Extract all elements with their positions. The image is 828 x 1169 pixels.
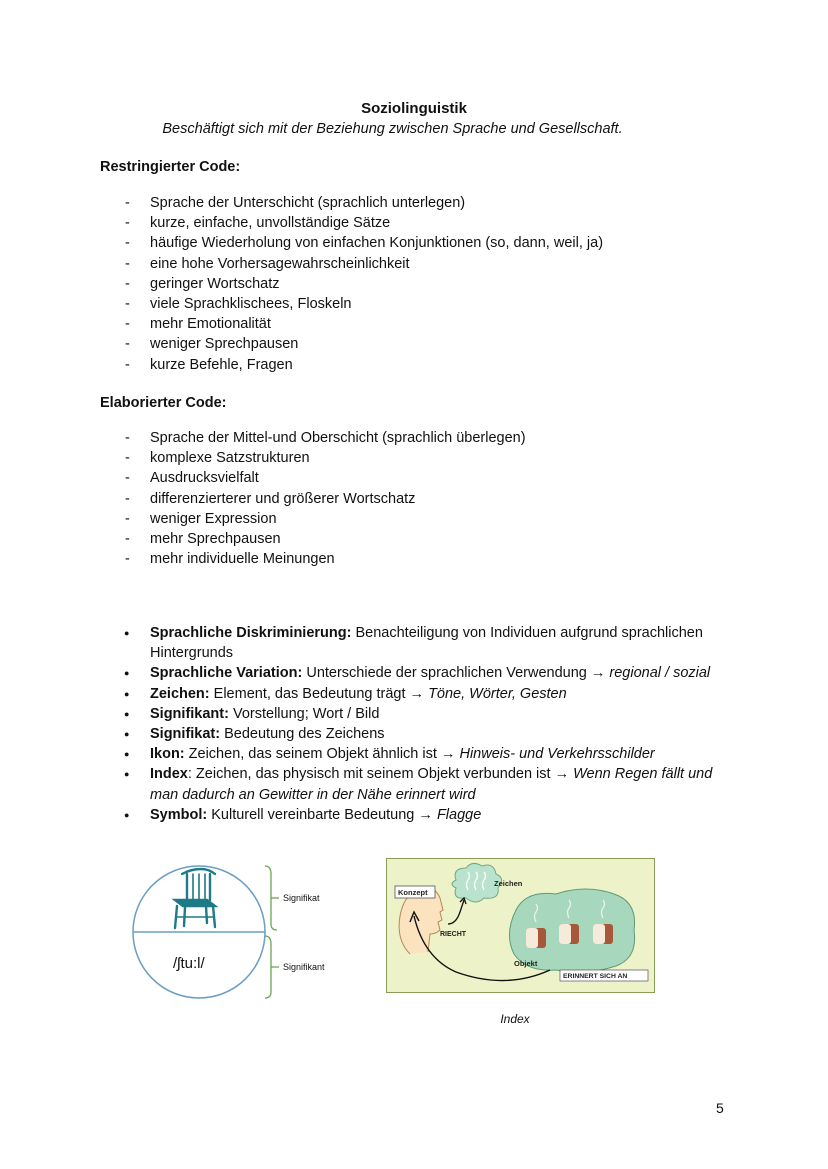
definition-text: Benachteiligung von Individuen aufgrund sprachlichen Hintergrunds	[150, 625, 703, 662]
definition-term: Signifikant:	[150, 705, 229, 722]
elaboriert-item: - mehr Sprechpausen	[120, 529, 526, 549]
definition-example: Flagge	[436, 806, 482, 823]
chair-icon	[175, 869, 215, 928]
definition-item	[120, 704, 730, 724]
definition-example: regional / sozial	[609, 665, 711, 682]
definition-text: Kulturell vereinbarte Bedeutung →	[207, 806, 437, 823]
elaboriert-item: - mehr individuelle Meinungen	[120, 549, 526, 569]
definition-term: Ikon:	[150, 746, 185, 763]
figure-caption: Index	[500, 1012, 530, 1026]
definitions-list	[120, 623, 730, 825]
definition-text: Zeichen, das seinem Objekt ähnlich ist →	[184, 746, 460, 763]
definition-item	[120, 724, 730, 744]
phonetic-label: /ʃtu:l/	[173, 955, 205, 972]
restringiert-item: - geringer Wortschatz	[120, 274, 603, 294]
elaboriert-item: - Ausdrucksvielfalt	[120, 468, 526, 488]
page-title: Soziolinguistik	[361, 100, 467, 117]
erinnert-label: ERINNERT SICH AN	[563, 973, 628, 980]
page-number: 5	[716, 1100, 724, 1116]
elaboriert-item: - Sprache der Mittel-und Oberschicht (sprachlich überlegen)	[120, 428, 526, 448]
definition-term: Zeichen:	[150, 685, 210, 702]
zeichen-label: Zeichen	[494, 879, 523, 888]
definition-item	[120, 805, 730, 825]
restringiert-item: - kurze Befehle, Fragen	[120, 355, 603, 375]
elaboriert-list	[120, 428, 526, 569]
riecht-label: RIECHT	[440, 931, 467, 938]
elaboriert-item: - differenzierterer und größerer Wortschatz	[120, 489, 526, 509]
brace-bottom	[265, 936, 271, 998]
definition-term: Index	[150, 766, 188, 783]
elaboriert-item: - komplexe Satzstrukturen	[120, 448, 526, 468]
index-diagram	[386, 858, 656, 994]
signifikant-label: Signifikant	[283, 962, 325, 972]
definition-item	[120, 744, 730, 764]
definition-text: : Zeichen, das physisch mit seinem Objekt verbunden ist →	[187, 766, 574, 783]
restringiert-item: - weniger Sprechpausen	[120, 334, 603, 354]
elaboriert-item: - weniger Expression	[120, 509, 526, 529]
definition-term: Symbol:	[150, 806, 208, 823]
restringiert-item: - eine hohe Vorhersagewahrscheinlichkeit	[120, 254, 603, 274]
definition-item	[120, 684, 730, 704]
definition-text: Bedeutung des Zeichens	[220, 726, 385, 743]
restringiert-item: - mehr Emotionalität	[120, 314, 603, 334]
signifikat-label: Signifikat	[283, 893, 320, 903]
definition-item	[120, 623, 730, 663]
restringiert-heading: Restringierter Code:	[100, 159, 241, 175]
definition-item	[120, 663, 730, 683]
saussure-diagram	[115, 860, 355, 1010]
definition-example: Hinweis- und Verkehrsschilder	[459, 746, 655, 763]
definition-term: Sprachliche Diskriminierung:	[150, 625, 352, 641]
restringiert-item: - kurze, einfache, unvollständige Sätze	[120, 213, 603, 233]
definition-term: Signifikat:	[150, 726, 221, 743]
page-subtitle: Beschäftigt sich mit der Beziehung zwischen Sprache und Gesellschaft.	[162, 121, 623, 137]
restringiert-item: - häufige Wiederholung von einfachen Konjunktionen (so, dann, weil, ja)	[120, 233, 603, 253]
elaboriert-heading: Elaborierter Code:	[100, 395, 227, 411]
definition-text: Vorstellung; Wort / Bild	[228, 705, 380, 722]
definition-example: Töne, Wörter, Gesten	[428, 685, 567, 702]
restringiert-list	[120, 193, 603, 375]
konzept-label: Konzept	[398, 888, 428, 897]
definition-text: Unterschiede der sprachlichen Verwendung →	[302, 665, 610, 682]
definition-item	[120, 764, 730, 804]
restringiert-item: - viele Sprachklischees, Floskeln	[120, 294, 603, 314]
objekt-label: Objekt	[514, 959, 538, 968]
definition-example: Wenn Regen fällt und man dadurch an Gewitter in der Nähe erinnert wird	[150, 766, 713, 803]
restringiert-item: - Sprache der Unterschicht (sprachlich unterlegen)	[120, 193, 603, 213]
definition-term: Sprachliche Variation:	[150, 665, 303, 682]
definition-text: Element, das Bedeutung trägt →	[209, 685, 429, 702]
